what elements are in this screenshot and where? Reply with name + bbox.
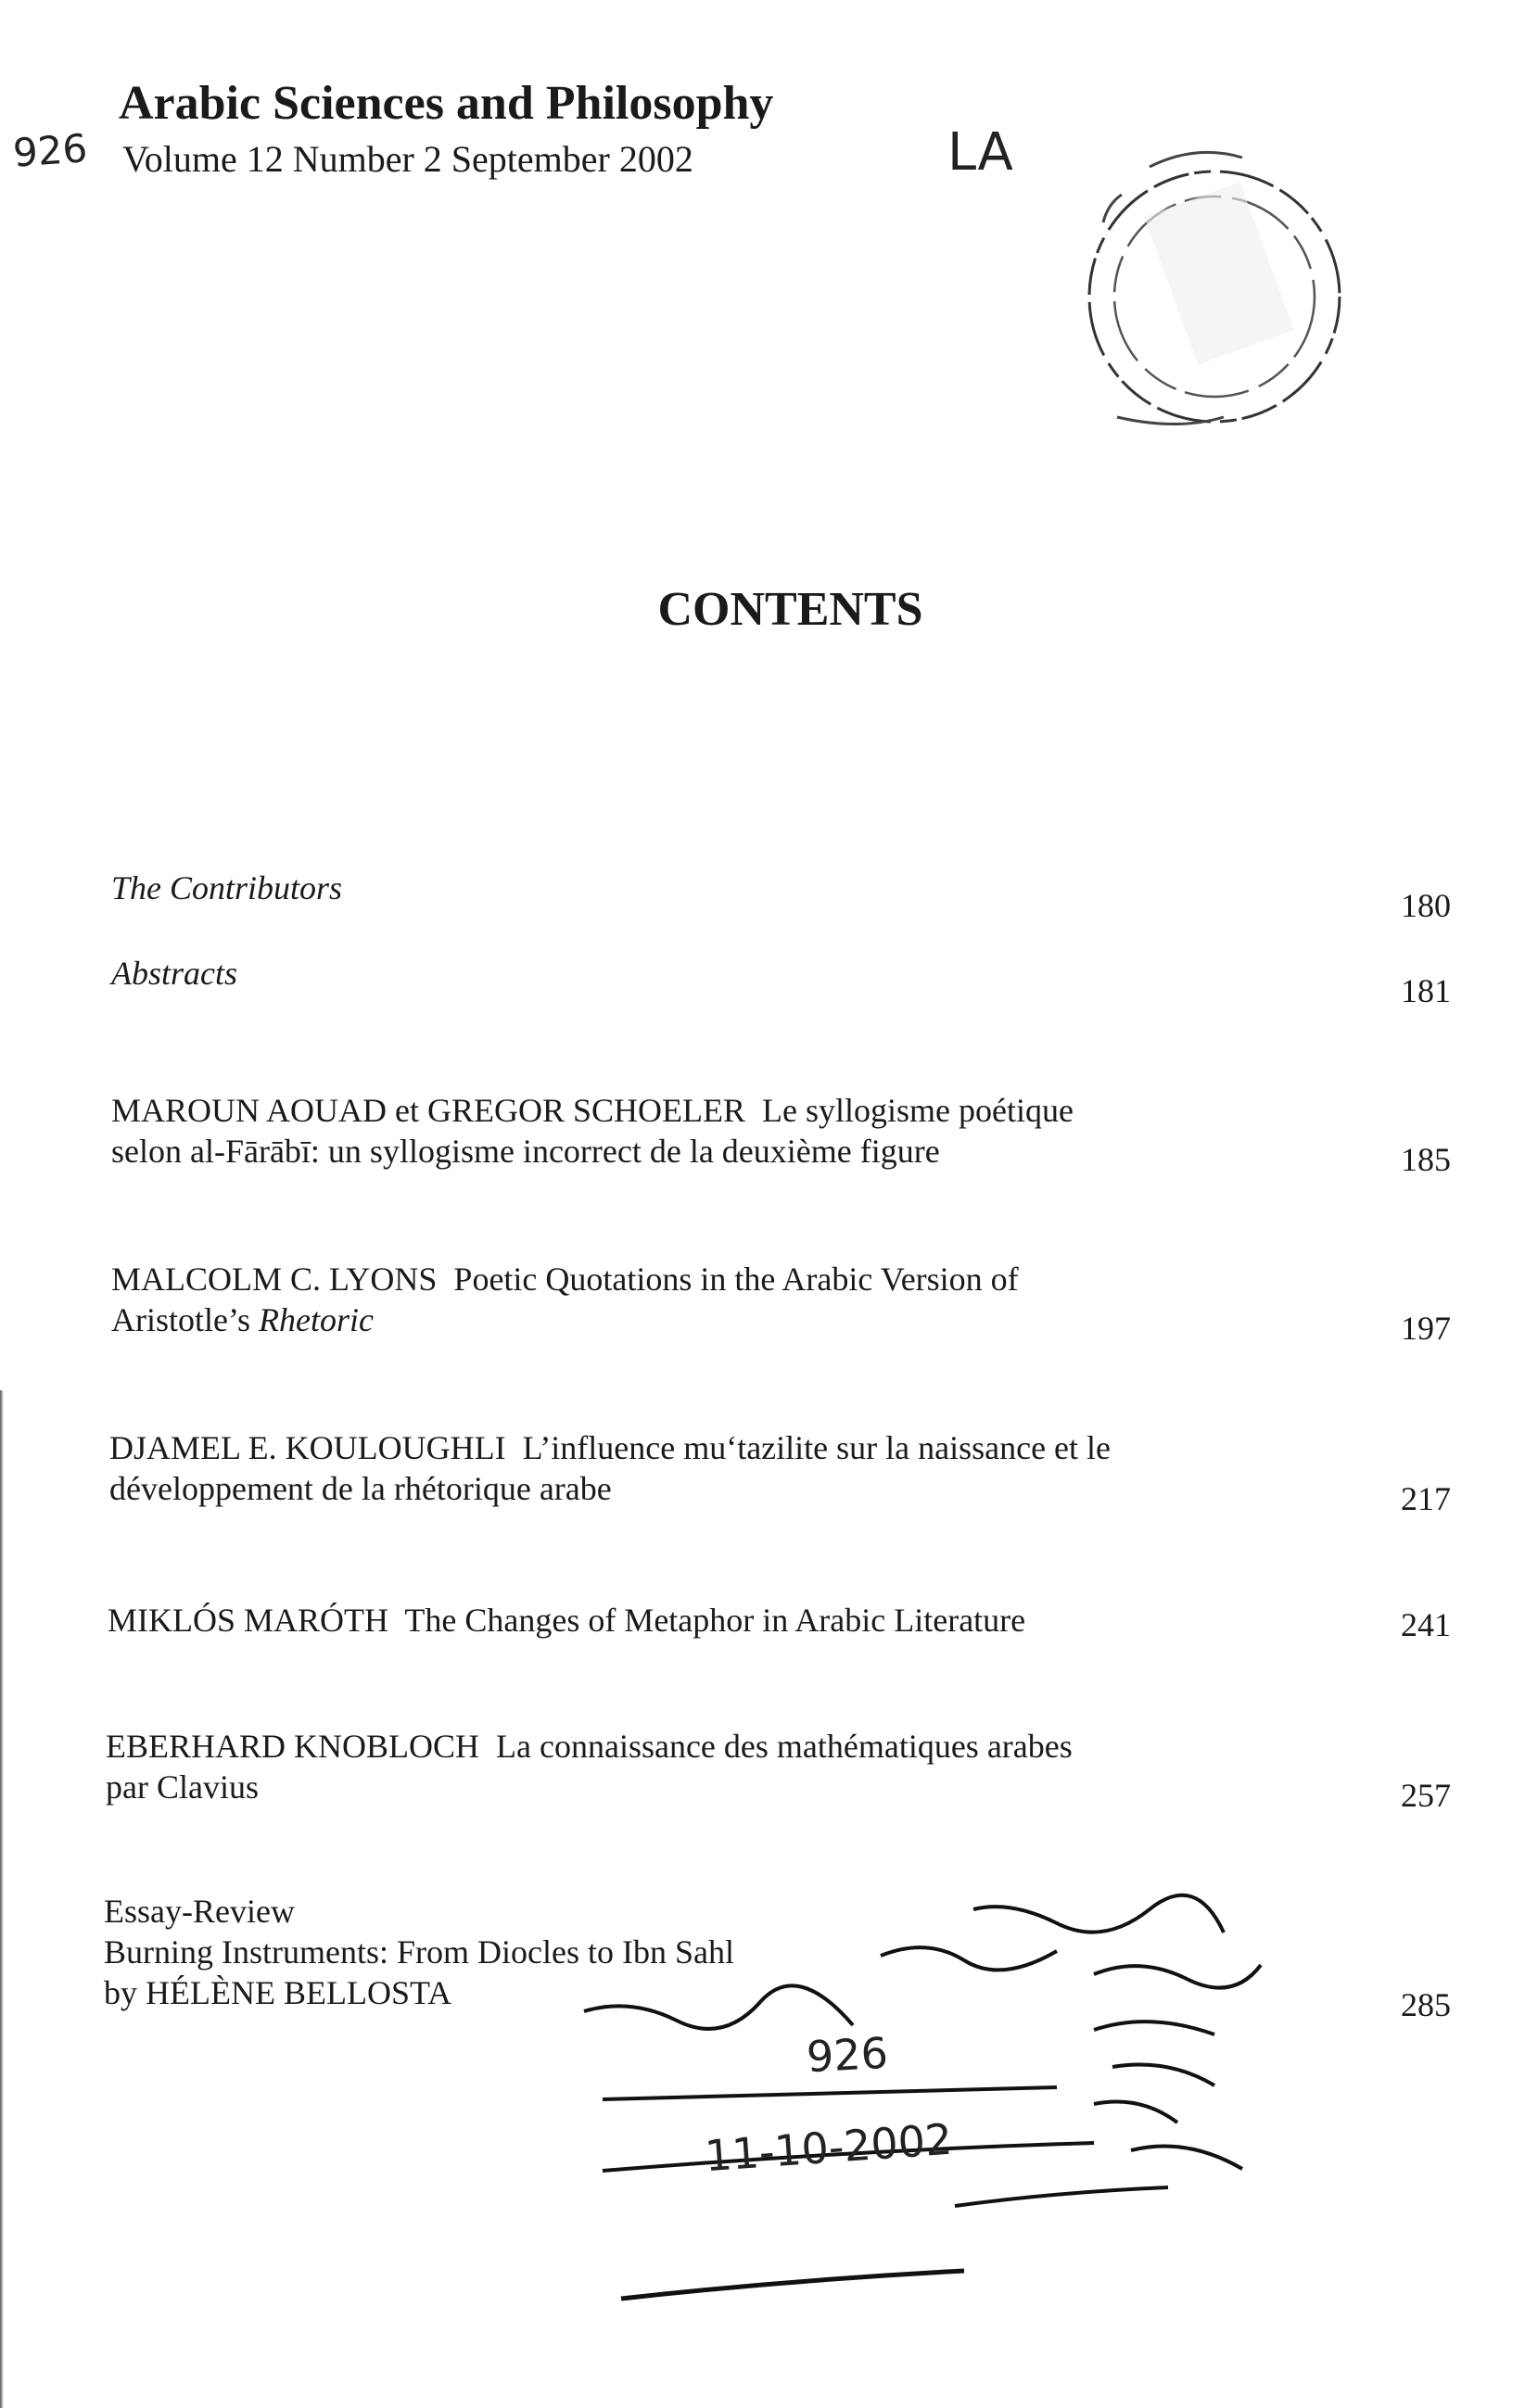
toc-abstracts-title: Abstracts <box>111 955 238 992</box>
toc-title-italic: Rhetoric <box>259 1301 374 1338</box>
essay-review-title: Burning Instruments: From Diocles to Ibn Sahl <box>104 1933 734 1971</box>
toc-aouad-page: 185 <box>1401 1141 1451 1178</box>
toc-title-line1: La connaissance des mathématiques arabes <box>496 1728 1073 1765</box>
toc-abstracts-page: 181 <box>1401 972 1451 1009</box>
handwritten-initials: LA <box>947 122 1013 183</box>
toc-authors: MALCOLM C. LYONS <box>111 1261 438 1298</box>
handwritten-acquisition-number: 926 <box>805 2027 890 2083</box>
toc-kouloughli-page: 217 <box>1401 1480 1451 1517</box>
toc-entry-kouloughli <box>109 1427 1111 1468</box>
handwritten-shelf-number: 926 <box>11 125 89 176</box>
toc-maroth-page: 241 <box>1401 1606 1451 1643</box>
journal-issue: Volume 12 Number 2 September 2002 <box>122 138 693 180</box>
contents-heading: CONTENTS <box>657 583 923 636</box>
toc-knobloch-page: 257 <box>1401 1777 1451 1814</box>
essay-review-label: Essay-Review <box>104 1893 295 1930</box>
toc-contributors-title: The Contributors <box>111 869 343 906</box>
toc-lyons-page: 197 <box>1401 1310 1451 1347</box>
toc-entry-aouad <box>111 1090 1074 1131</box>
toc-authors: MAROUN AOUAD et GREGOR SCHOELER <box>111 1092 746 1129</box>
toc-title-line1: Le syllogisme poétique <box>762 1092 1074 1129</box>
toc-title-line2: développement de la rhétorique arabe <box>109 1470 612 1507</box>
acquisition-stamp-scribble <box>575 1872 1316 2354</box>
toc-authors: EBERHARD KNOBLOCH <box>106 1728 480 1765</box>
handwritten-acquisition-date: 11-10-2002 <box>703 2113 954 2182</box>
toc-title-prefix: Aristotle’s <box>111 1301 259 1338</box>
toc-essay-page: 285 <box>1401 1986 1451 2023</box>
toc-entry-knobloch <box>106 1726 1073 1767</box>
library-seal-stamp <box>1038 120 1335 417</box>
toc-entry-maroth <box>108 1600 1025 1641</box>
toc-authors: MIKLÓS MARÓTH <box>108 1602 389 1639</box>
toc-contributors-page: 180 <box>1401 887 1451 924</box>
journal-title: Arabic Sciences and Philosophy <box>119 77 774 130</box>
toc-title-line1: L’influence mu‘tazilite sur la naissance et le <box>522 1429 1112 1466</box>
toc-entry-lyons <box>111 1259 1019 1299</box>
toc-title-line2 <box>111 1299 374 1340</box>
toc-title-line1: Poetic Quotations in the Arabic Version of <box>453 1261 1019 1298</box>
toc-title-line2: par Clavius <box>106 1768 259 1806</box>
essay-review-byline: by HÉLÈNE BELLOSTA <box>104 1974 452 2011</box>
toc-title-line1: The Changes of Metaphor in Arabic Literature <box>404 1602 1026 1639</box>
toc-authors: DJAMEL E. KOULOUGHLI <box>109 1429 506 1466</box>
scan-edge-shadow <box>0 1390 4 2408</box>
toc-title-line2: selon al-Fārābī: un syllogisme incorrect de la deuxième figure <box>111 1133 940 1170</box>
